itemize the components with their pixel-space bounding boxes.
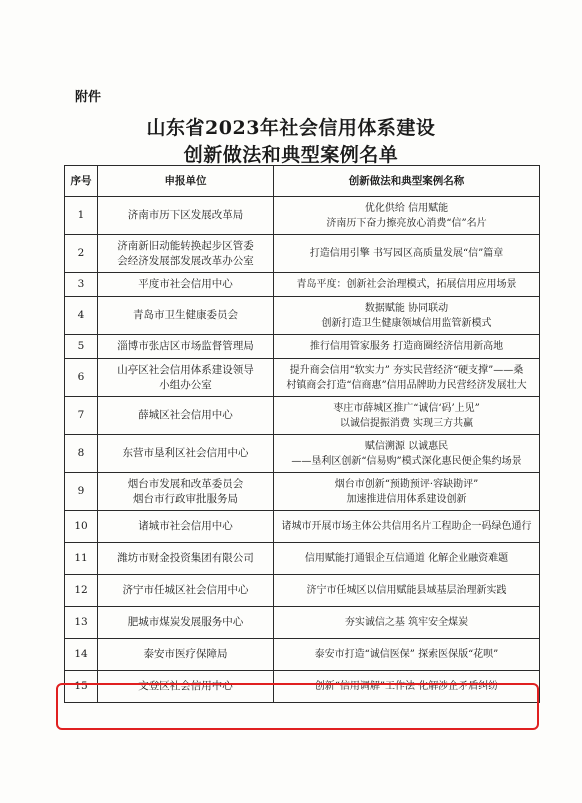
table-row <box>65 473 540 511</box>
page-title-line2: 创新做法和典型案例名单 <box>183 144 399 166</box>
case-line: 创新打造卫生健康领域信用监管新模式 <box>321 317 492 329</box>
row-number: 14 <box>65 639 98 671</box>
row-number: 15 <box>65 671 98 703</box>
row-number: 11 <box>65 543 98 575</box>
row-number: 4 <box>65 297 98 335</box>
row-unit <box>98 575 274 607</box>
case-line: ——垦利区创新“信易购”模式深化惠民便企集约场景 <box>291 455 522 467</box>
table-body <box>65 197 540 703</box>
unit-line: 文登区社会信用中心 <box>138 680 233 692</box>
case-line: 济南历下奋力擦亮放心消费“信”名片 <box>326 217 487 229</box>
case-line: 夯实诚信之基 筑牢安全煤炭 <box>344 617 469 628</box>
row-unit <box>98 335 274 359</box>
row-unit <box>98 359 274 397</box>
row-unit <box>98 435 274 473</box>
row-number: 1 <box>65 197 98 235</box>
unit-line: 东营市垦利区社会信用中心 <box>122 447 249 459</box>
row-case <box>274 639 540 671</box>
header-case: 创新做法和典型案例名称 <box>274 166 540 197</box>
unit-line: 会经济发展部发展改革办公室 <box>117 254 254 267</box>
row-case <box>274 397 540 435</box>
unit-line: 平度市社会信用中心 <box>138 278 233 290</box>
row-case <box>274 543 540 575</box>
unit-line: 济南新旧动能转换起步区管委 <box>117 239 254 252</box>
case-line: 村镇商会打造“信商惠”信用品牌助力民营经济发展壮大 <box>286 379 527 391</box>
row-case <box>274 607 540 639</box>
row-number: 9 <box>65 473 98 511</box>
unit-line: 山亭区社会信用体系建设领导 <box>117 363 254 376</box>
row-unit <box>98 197 274 235</box>
row-case <box>274 297 540 335</box>
case-line: 打造信用引擎 书写园区高质量发展“信”篇章 <box>309 248 504 259</box>
table-row <box>65 397 540 435</box>
unit-line: 小组办公室 <box>159 378 212 391</box>
row-unit <box>98 473 274 511</box>
row-unit <box>98 543 274 575</box>
row-number: 2 <box>65 235 98 273</box>
header-unit: 申报单位 <box>98 166 274 197</box>
table-row <box>65 197 540 235</box>
row-case <box>274 511 540 543</box>
header-no: 序号 <box>65 166 98 197</box>
case-line: 烟台市创新“预勘预评·容缺勘评” <box>334 478 479 490</box>
row-number: 13 <box>65 607 98 639</box>
table-row <box>65 359 540 397</box>
case-line: 创新“信用调解”工作法 化解涉企矛盾纠纷 <box>314 681 499 692</box>
row-case <box>274 359 540 397</box>
row-unit <box>98 397 274 435</box>
table-row <box>65 335 540 359</box>
case-line: 优化供给 信用赋能 <box>364 202 449 214</box>
row-case <box>274 335 540 359</box>
table-row <box>65 607 540 639</box>
page-title-line1: 山东省2023年社会信用体系建设 <box>146 117 436 139</box>
row-number: 3 <box>65 273 98 297</box>
unit-line: 青岛市卫生健康委员会 <box>133 309 238 321</box>
row-unit <box>98 671 274 703</box>
row-unit <box>98 639 274 671</box>
case-line: 信用赋能打通银企互信通道 化解企业融资难题 <box>304 553 509 564</box>
unit-line: 淄博市张店区市场监督管理局 <box>117 340 254 352</box>
case-list-table <box>64 165 540 703</box>
row-unit <box>98 235 274 273</box>
table-row <box>65 575 540 607</box>
case-line: 加速推进信用体系建设创新 <box>346 493 467 505</box>
row-number: 5 <box>65 335 98 359</box>
row-number: 8 <box>65 435 98 473</box>
table-row <box>65 671 540 703</box>
case-line: 数据赋能 协同联动 <box>364 302 449 314</box>
row-case <box>274 473 540 511</box>
row-number: 6 <box>65 359 98 397</box>
table-row <box>65 435 540 473</box>
case-line: 枣庄市薛城区推广“诚信‘码’上见” <box>333 402 480 414</box>
attachment-label: 附件 <box>75 90 102 105</box>
table-row <box>65 511 540 543</box>
row-case <box>274 235 540 273</box>
case-line: 以诚信提振消费 实现三方共赢 <box>339 417 474 429</box>
row-number: 10 <box>65 511 98 543</box>
unit-line: 烟台市发展和改革委员会 <box>127 477 244 490</box>
case-line: 推行信用管家服务 打造商圈经济信用新高地 <box>309 341 504 352</box>
row-case <box>274 575 540 607</box>
unit-line: 济南市历下区发展改革局 <box>127 209 244 221</box>
table-row <box>65 235 540 273</box>
row-unit <box>98 511 274 543</box>
row-number: 7 <box>65 397 98 435</box>
table-row <box>65 639 540 671</box>
table-row <box>65 543 540 575</box>
row-case <box>274 273 540 297</box>
row-unit <box>98 297 274 335</box>
table-row <box>65 273 540 297</box>
row-case <box>274 435 540 473</box>
unit-line: 泰安市医疗保障局 <box>143 648 228 660</box>
row-unit <box>98 273 274 297</box>
unit-line: 诸城市社会信用中心 <box>138 520 233 532</box>
row-case <box>274 197 540 235</box>
unit-line: 烟台市行政审批服务局 <box>133 492 238 505</box>
case-line: 诸城市开展市场主体公共信用名片工程助企一码绿色通行 <box>281 521 532 532</box>
case-line: 赋信溯源 以诚惠民 <box>364 440 449 452</box>
unit-line: 济宁市任城区社会信用中心 <box>122 584 249 596</box>
unit-line: 肥城市煤炭发展服务中心 <box>127 616 244 628</box>
table-row <box>65 297 540 335</box>
unit-line: 薛城区社会信用中心 <box>138 409 233 421</box>
row-case <box>274 671 540 703</box>
case-line: 提升商会信用“软实力” 夯实民营经济“硬支撑”——桑 <box>289 364 524 376</box>
row-number: 12 <box>65 575 98 607</box>
unit-line: 潍坊市财金投资集团有限公司 <box>117 552 254 564</box>
case-line: 青岛平度：创新社会治理模式，拓展信用应用场景 <box>296 279 517 290</box>
case-line: 泰安市打造“诚信医保” 探索医保版“花呗” <box>314 649 499 660</box>
case-line: 济宁市任城区以信用赋能县域基层治理新实践 <box>306 585 507 596</box>
row-unit <box>98 607 274 639</box>
table-header-row <box>65 166 540 197</box>
